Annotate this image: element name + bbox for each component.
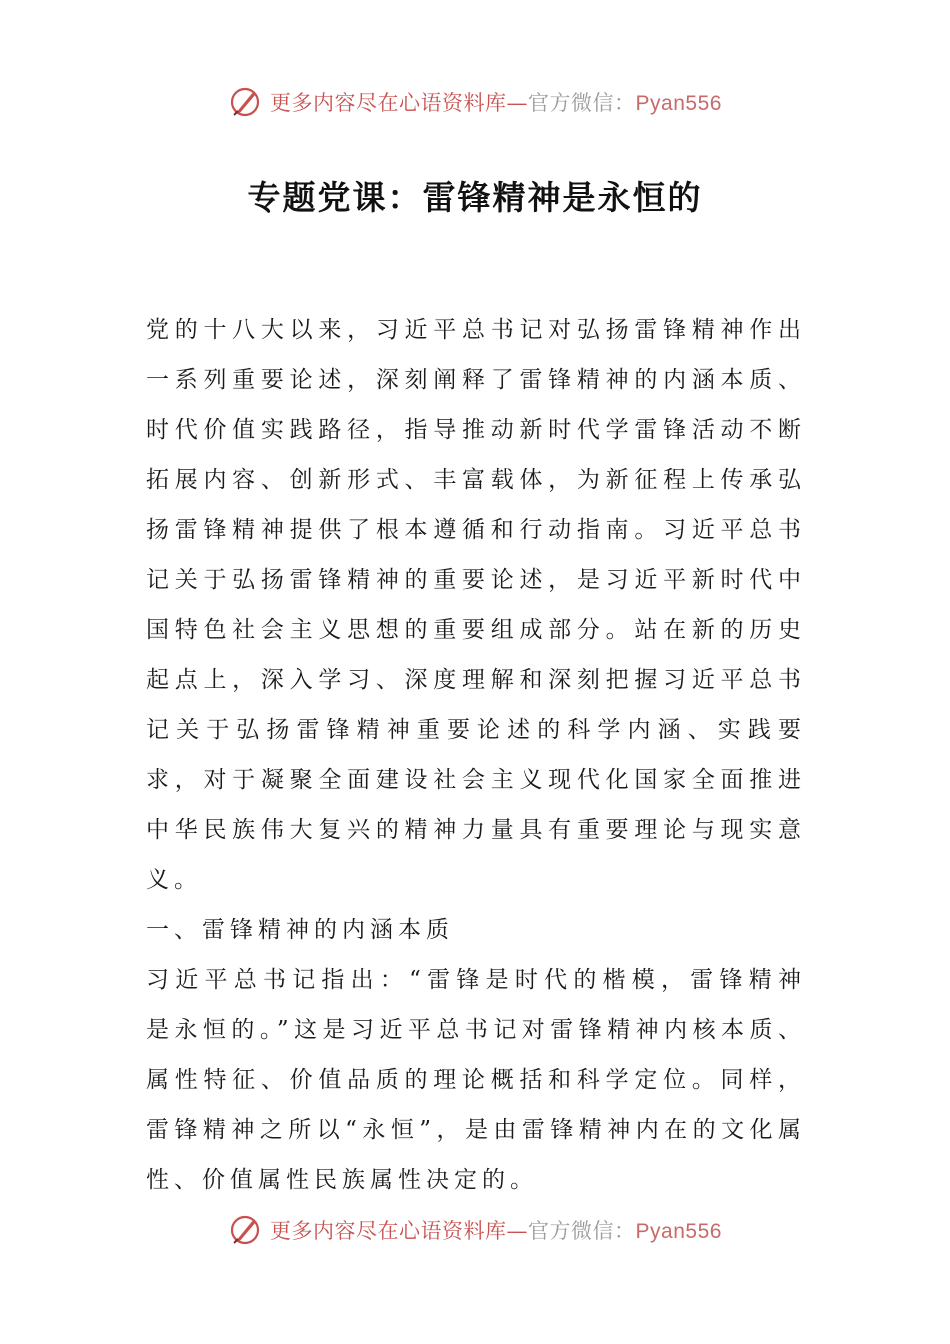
document-body xyxy=(146,305,806,1205)
footer-wechat-id: Pyan556 xyxy=(635,1220,722,1243)
footer-banner-text xyxy=(270,1215,722,1245)
header-wechat-id: Pyan556 xyxy=(635,92,722,115)
header-dash: — xyxy=(506,91,529,115)
section-heading: 一、雷锋精神的内涵本质 xyxy=(146,917,454,943)
footer-wechat-label: 官方微信： xyxy=(528,1219,636,1243)
document-title: 专题党课：雷锋精神是永恒的 xyxy=(247,178,703,217)
footer-banner xyxy=(0,1210,950,1250)
quill-logo-icon xyxy=(228,85,262,119)
footer-brand: 更多内容尽在心语资料库 xyxy=(270,1219,507,1243)
header-wechat-label: 官方微信： xyxy=(528,91,636,115)
paragraph-quote: 习近平总书记指出：“雷锋是时代的楷模，雷锋精神是永恒的。”这是习近平总书记对雷锋精神内核本质、属性特征、价值品质的理论概括和科学定位。同样，雷锋精神之所以“永恒”，是由雷锋精神内在的文化属性、价值属性民族属性决定的。 xyxy=(146,967,806,1193)
header-banner xyxy=(0,82,950,122)
quill-logo-icon xyxy=(228,1213,262,1247)
footer-dash: — xyxy=(506,1219,529,1243)
header-banner-text xyxy=(270,87,722,117)
paragraph-intro: 党的十八大以来，习近平总书记对弘扬雷锋精神作出一系列重要论述，深刻阐释了雷锋精神的内涵本质、时代价值实践路径，指导推动新时代学雷锋活动不断拓展内容、创新形式、丰富载体，为新征程上传承弘扬雷锋精神提供了根本遵循和行动指南。习近平总书记关于弘扬雷锋精神的重要论述，是习近平新时代中国特色社会主义思想的重要组成部分。站在新的历史起点上，深入学习、深度理解和深刻把握习近平总书记关于弘扬雷锋精神重要论述的科学内涵、实践要求，对于凝聚全面建设社会主义现代化国家全面推进中华民族伟大复兴的精神力量具有重要理论与现实意义。 xyxy=(146,317,806,893)
header-brand: 更多内容尽在心语资料库 xyxy=(270,91,507,115)
